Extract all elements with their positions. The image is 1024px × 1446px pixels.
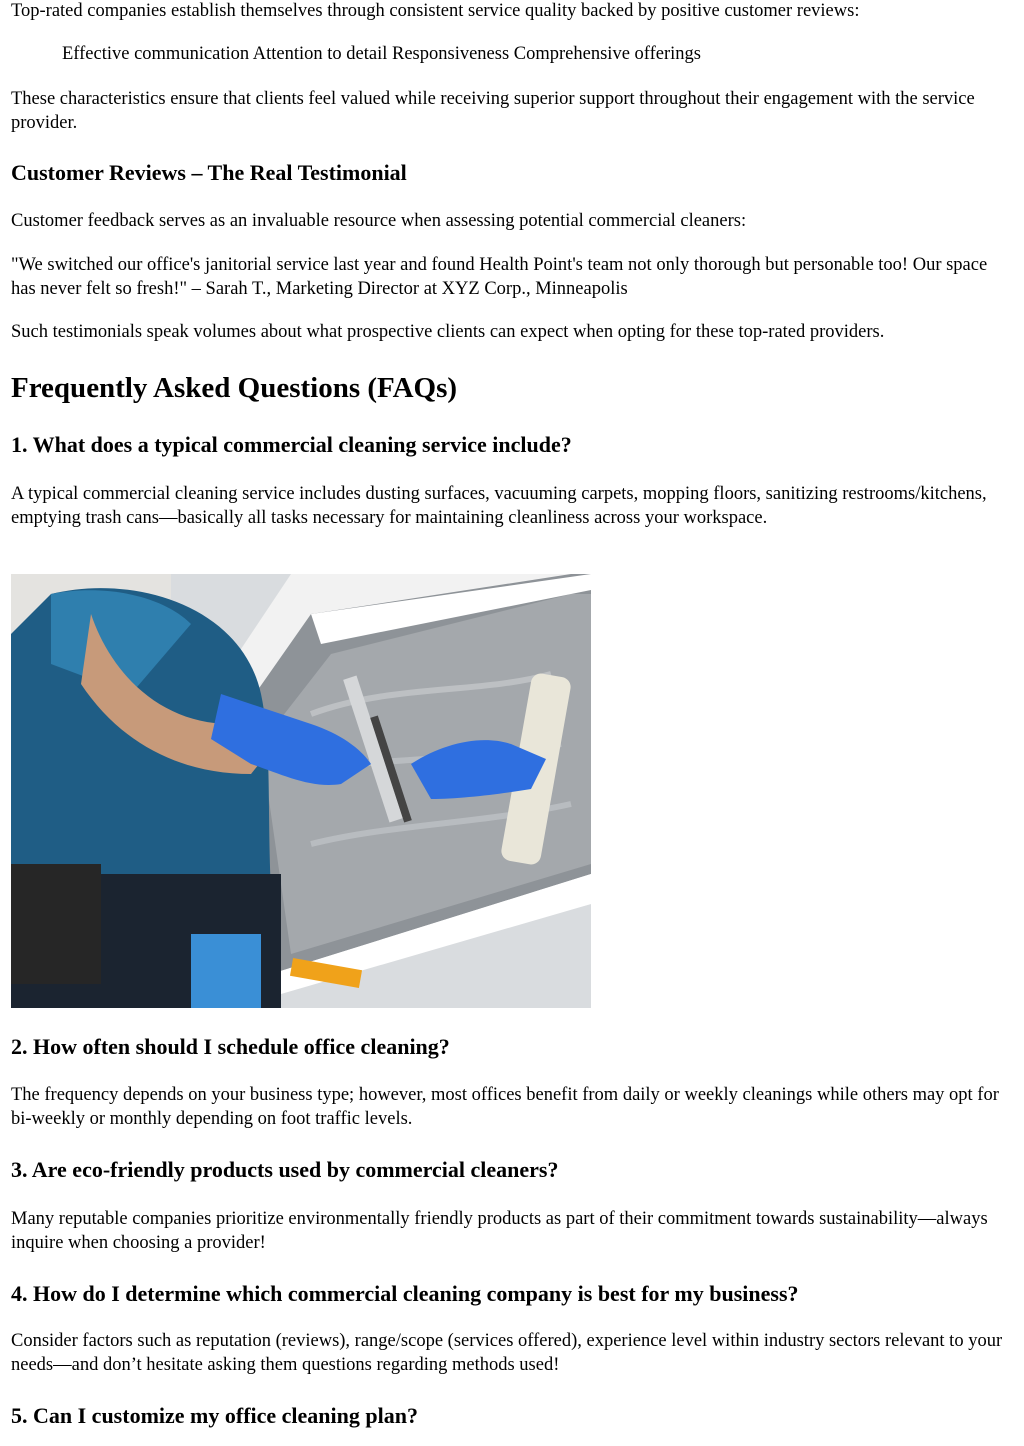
faq-answer-4: Consider factors such as reputation (reviews), range/scope (services offered), experience level within industry sectors relevant to your needs—and don’t hesitate asking them questions regarding methods used! <box>11 1331 1003 1375</box>
qualities-list: Effective communication Attention to detail Responsiveness Comprehensive offerings <box>62 44 701 64</box>
faq-question-1: 1. What does a typical commercial cleaning service include? <box>11 432 572 457</box>
faq-answer-2: The frequency depends on your business type; however, most offices benefit from daily or weekly cleanings while others may opt for bi-weekly or monthly depending on foot traffic levels. <box>11 1085 999 1129</box>
faq-question-4: 4. How do I determine which commercial cleaning company is best for my business? <box>11 1281 799 1306</box>
intro-paragraph: Top-rated companies establish themselves through consistent service quality backed by positive customer reviews: <box>11 1 860 21</box>
window-cleaning-photo <box>11 574 591 1008</box>
reviews-closing: Such testimonials speak volumes about what prospective clients can expect when opting for these top-rated providers. <box>11 322 885 342</box>
characteristics-paragraph: These characteristics ensure that clients feel valued while receiving superior support throughout their engagement with the service provider. <box>11 89 975 133</box>
faq-question-2: 2. How often should I schedule office cleaning? <box>11 1034 450 1059</box>
faq-question-3: 3. Are eco-friendly products used by commercial cleaners? <box>11 1157 559 1182</box>
reviews-heading: Customer Reviews – The Real Testimonial <box>11 160 407 185</box>
testimonial-quote: "We switched our office's janitorial service last year and found Health Point's team not only thorough but personable too! Our space has never felt so fresh!" – Sarah T., Marketing Director at XYZ Corp., Minneapolis <box>11 255 988 299</box>
faq-answer-3: Many reputable companies prioritize environmentally friendly products as part of their commitment towards sustainability—always inquire when choosing a provider! <box>11 1209 988 1253</box>
reviews-lead: Customer feedback serves as an invaluable resource when assessing potential commercial cleaners: <box>11 211 747 231</box>
faq-question-5: 5. Can I customize my office cleaning plan? <box>11 1403 418 1428</box>
faq-answer-1: A typical commercial cleaning service includes dusting surfaces, vacuuming carpets, mopping floors, sanitizing restrooms/kitchens, emptying trash cans—basically all tasks necessary for maintaining cleanliness across your workspace. <box>11 484 987 528</box>
faq-heading: Frequently Asked Questions (FAQs) <box>11 372 458 404</box>
